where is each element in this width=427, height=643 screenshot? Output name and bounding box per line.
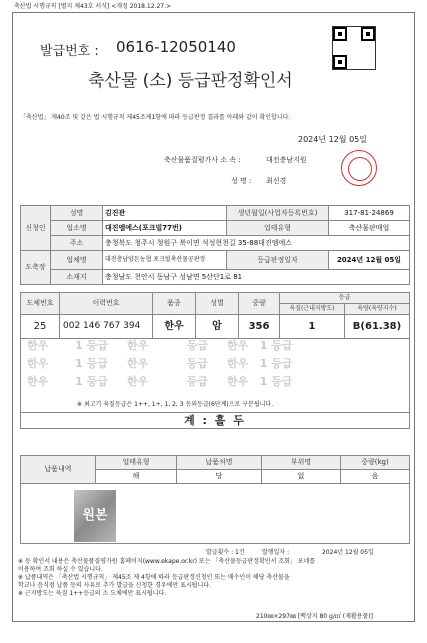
issued-date-label: 발행일자 : (262, 549, 290, 556)
issue-number: 0616-12050140 (116, 38, 236, 56)
delivery-value: 음 (341, 470, 410, 484)
watermark-row: 한우 1 등급 한우 등급 한우 1 등급 (27, 339, 293, 352)
applicant-birth: 317-81-24869 (329, 206, 410, 221)
qr-code (332, 26, 376, 70)
applicant-table (20, 205, 410, 285)
col-delivery-place: 납품처명 (177, 456, 262, 470)
grade-table (20, 292, 410, 429)
slaughter-loc-label: 소재지 (51, 270, 103, 285)
grader-name-label: 성 명 : (231, 177, 252, 185)
grader-name: 최선경 (266, 177, 287, 185)
sex: 암 (196, 315, 239, 339)
table-row (21, 315, 410, 339)
delivery-value: 없 (262, 470, 341, 484)
col-delivery-type: 업태유형 (96, 456, 177, 470)
applicant-biz-type: 축산물판매업 (329, 221, 410, 236)
issue-number-label: 발급번호 : (40, 44, 99, 59)
document-date: 2024년 12월 05일 (298, 135, 367, 144)
footnote-line: ※ 등 확인서 내용은 축산물품질평가원 홈페이지(www.ekape.or.kr) 또는 「축산물등급판정확인서 조회」 포네를 (18, 558, 316, 565)
footnote-line: ※ 근지방도는 육질 1++등급의 소 도체에만 표시됩니다. (18, 590, 167, 597)
grader-org-label: 축산물품질평가사 소 속 : (164, 156, 241, 164)
applicant-company: 대진엠에스(포크빌77번) (103, 221, 227, 236)
document-title: 축산물 (소) 등급판정확인서 (88, 71, 293, 91)
birth-label: 생년월일(사업자등록번호) (227, 206, 329, 221)
trace-no: 002 146 767 394 (60, 315, 153, 339)
original-stamp: 원본 (74, 490, 116, 542)
watermark-row: 한우 1 등급 한우 등급 한우 1 등급 (27, 357, 293, 370)
paper-spec: 210㎜×297㎜ [백상지 80 g/㎡ (재활용품)] (256, 613, 373, 620)
breed: 한우 (153, 315, 196, 339)
col-delivery-weight: 중량(kg) (341, 456, 410, 470)
yield-grade: B(61.38) (345, 315, 410, 339)
applicant-section-label: 신청인 (21, 206, 51, 251)
company-label: 업소명 (51, 221, 103, 236)
grade-note: ※ 최고기 육질등급은 1++, 1+, 1, 2, 3 등외등급(6단계)으로 구분됩니다. (77, 401, 274, 408)
intro-text: 「축산법」 제40조 및 같은 법 시행규칙 제45조제1항에 따라 등급판정 결과를 아래와 같이 확인합니다. (20, 114, 291, 121)
col-grade: 등급 (280, 293, 410, 304)
col-weight: 중량 (239, 293, 280, 315)
official-seal (341, 150, 377, 186)
grade-date: 2024년 12월 05일 (329, 251, 410, 270)
delivery-value: 당 (177, 470, 262, 484)
issue-count: 발급횟수 : 1건 (206, 549, 245, 556)
slaughter-section-label: 도축장 (21, 251, 51, 285)
col-quality: 육질(근내지방도) (280, 304, 345, 315)
slaughter-name-label: 업체명 (51, 251, 103, 270)
quality-grade: 1 (280, 315, 345, 339)
col-trace-no: 이력번호 (60, 293, 153, 315)
applicant-address: 충청북도 청주시 청원구 북이면 석성현천길 35-88대진엠에스 (103, 236, 410, 251)
issued-date: 2024년 12월 05일 (322, 549, 374, 556)
watermark-row: 한우 1 등급 한우 등급 한우 1 등급 (27, 375, 293, 388)
col-yield: 육량(육량지수) (345, 304, 410, 315)
total-label: 계 : (184, 414, 209, 427)
footnote-line: ※ 납품내역은 「축산법 시행규칙」 제45조 제 4항에 따라 등급판정신청인 또는 매수인이 해당 축산물을 (18, 574, 290, 581)
form-reference: 축산법 시행규칙 [별지 제43호 서식] <개정 2018.12.27.> (14, 3, 172, 10)
watermark-area (21, 339, 410, 413)
delivery-section-label: 납품내역 (21, 456, 96, 484)
footnote-line: 학교나 음식점 납품 등의 사유로 추가 발급을 신청한 경우에만 표시됩니다. (18, 582, 211, 589)
grader-org: 대전충남지원 (266, 156, 307, 164)
carcass-no: 25 (21, 315, 60, 339)
col-breed: 품종 (153, 293, 196, 315)
footnotes (18, 558, 413, 598)
applicant-name: 김진관 (103, 206, 227, 221)
total-row (21, 413, 410, 429)
col-part-name: 부위명 (262, 456, 341, 470)
slaughter-name: 대전충남양돈농협 포크빌축산물공판장 (103, 251, 227, 270)
total-value: 흘 두 (214, 414, 246, 427)
col-sex: 성별 (196, 293, 239, 315)
delivery-value: 해 (96, 470, 177, 484)
biz-type-label: 업태유형 (227, 221, 329, 236)
name-label: 성명 (51, 206, 103, 221)
grade-date-label: 등급판정일자 (227, 251, 329, 270)
slaughter-location: 충청남도 천안시 동남구 성남면 5산단1로 81 (103, 270, 410, 285)
weight: 356 (239, 315, 280, 339)
address-label: 주소 (51, 236, 103, 251)
col-carcass-no: 도체번호 (21, 293, 60, 315)
footnote-line: 이용하여 조회 하실 수 있습니다. (18, 566, 103, 573)
